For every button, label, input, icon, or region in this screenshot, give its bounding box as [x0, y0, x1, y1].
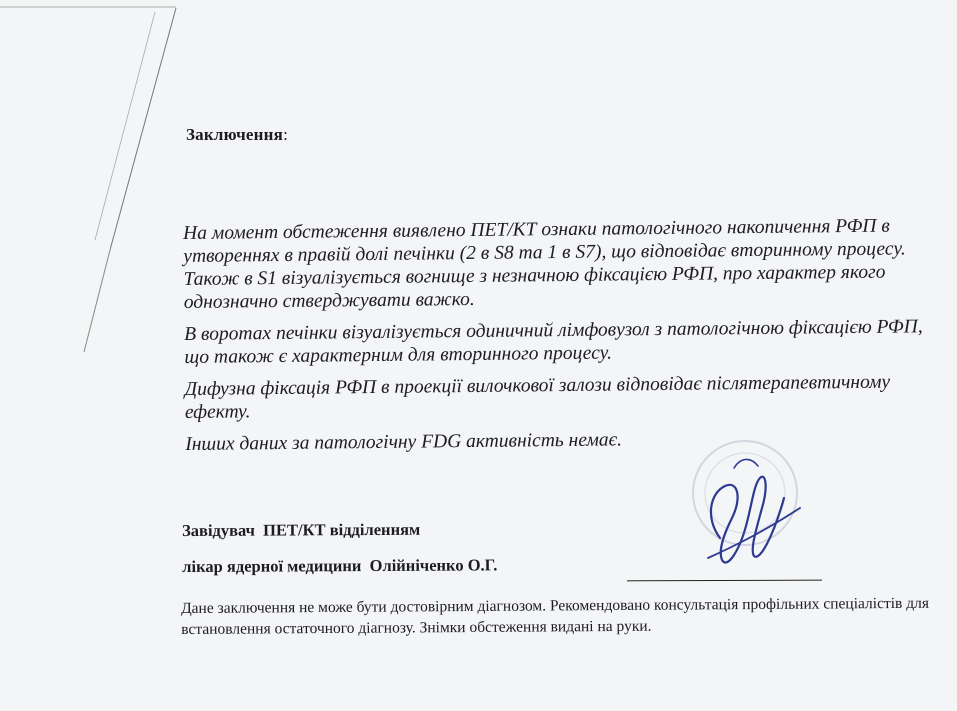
- conclusion-body: [183, 214, 946, 465]
- conclusion-paragraph-4: Інших даних за патологічну FDG активність немає.: [185, 429, 623, 455]
- conclusion-heading: [186, 125, 288, 145]
- conclusion-paragraph-1: На момент обстеження виявлено ПЕТ/КТ ознаки патологічного накопичення РФП в утвореннях в правій долі печінки (2 в S8 та 1 в S7), що відповідає вторинному процесу. Також в S1 візуалізується вогнище з незначною фіксацією РФП, про характер якого однозначно стверджувати важко.: [183, 215, 906, 313]
- conclusion-heading-text: Заключення: [186, 125, 284, 144]
- signatory-block: [182, 519, 498, 593]
- conclusion-paragraph-2: В воротах печінки візуалізується одиничний лімфовузол з патологічною фіксацією РФП, що також є характерним для вторинного процесу.: [184, 316, 923, 368]
- conclusion-heading-colon: :: [283, 125, 289, 144]
- disclaimer-text: Дане заключення не може бути достовірним діагнозом. Рекомендовано консультація профільних спеціалістів для встановлення остаточного діагнозу. Знімки обстеження видані на руки.: [181, 594, 930, 638]
- handwritten-signature-icon: [650, 438, 810, 588]
- signatory-name: лікар ядерної медицини Олійніченко О.Г.: [182, 555, 498, 576]
- signatory-title: Завідувач ПЕТ/КТ відділенням: [182, 519, 421, 540]
- conclusion-paragraph-3: Дифузна фіксація РФП в проекції вилочкової залози відповідає післятерапевтичному ефекту.: [184, 371, 891, 423]
